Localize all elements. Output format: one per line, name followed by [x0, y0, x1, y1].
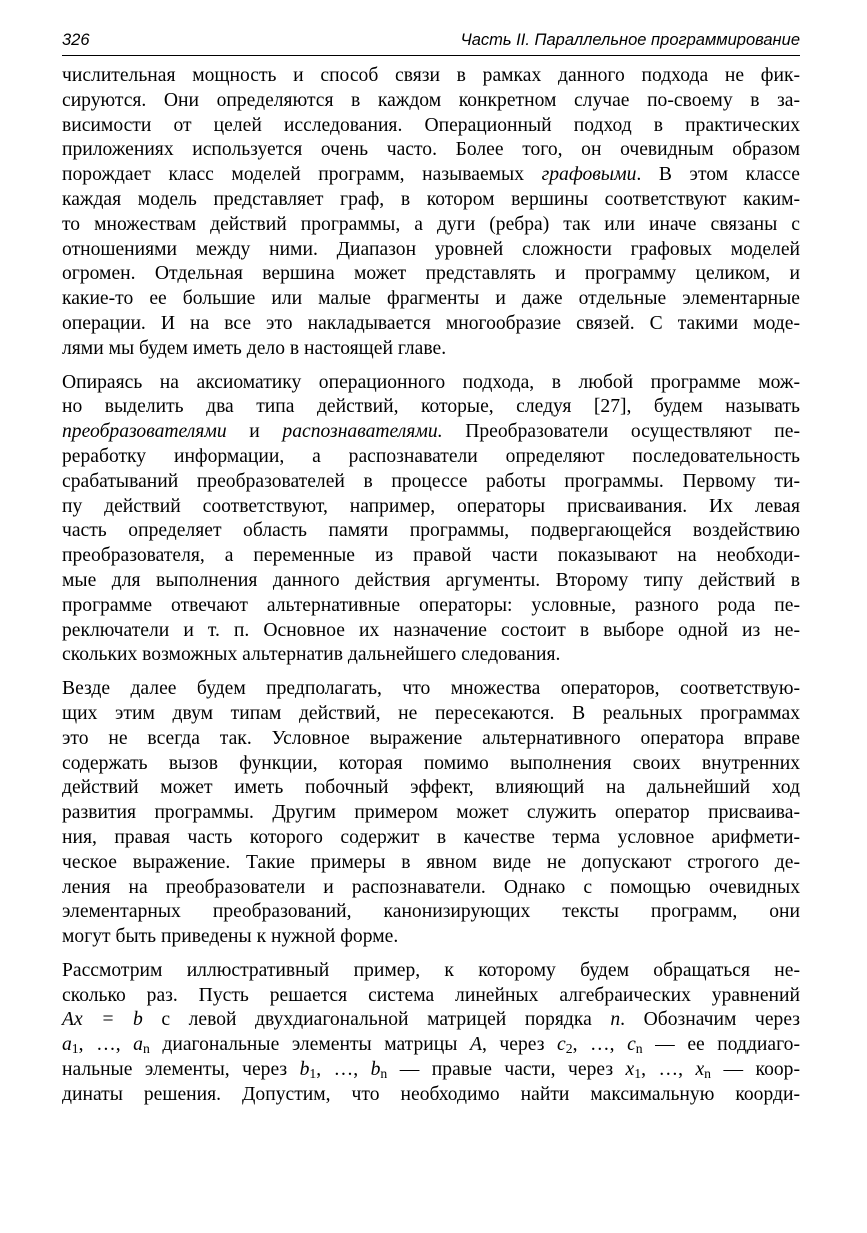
math-sub: n: [142, 1041, 150, 1057]
text-line: [62, 1008, 800, 1033]
text-line: каждая модель представляет граф, в котором вершины соответствуют каким-: [62, 188, 800, 210]
text-run: , …,: [78, 1034, 134, 1056]
text-line: программе отвечают альтернативные операторы: условные, разного рода пе-: [62, 594, 800, 616]
math-sub: 1: [71, 1041, 79, 1057]
math-var-b: b: [299, 1059, 310, 1081]
text-run: порождает класс моделей программ, называемых: [62, 164, 525, 186]
text-line: сколько раз. Пусть решается система линейных алгебраических уравнений: [62, 984, 800, 1006]
text-line: числительная мощность и способ связи в рамках данного подхода не фик-: [62, 65, 800, 86]
text-line: мые для выполнения данного действия аргументы. Второму типу действий в: [62, 569, 800, 591]
text-line: но выделить два типа действий, которые, следуя [27], будем называть: [62, 396, 800, 418]
math-var-b: b: [370, 1059, 381, 1081]
text-run: . Обозначим через: [620, 1009, 800, 1031]
text-line: Опираясь на аксиоматику операционного подхода, в любой программе мож-: [62, 371, 800, 393]
page-body: [62, 64, 800, 1117]
term-emphasis: графовыми: [541, 164, 637, 186]
text-line: преобразователя, а переменные из правой части показывают на необходи-: [62, 545, 800, 567]
text-line: ния, правая часть которого содержит в качестве терма условное арифмети-: [62, 826, 800, 848]
text-line: пу действий соответствуют, например, операторы присваивания. Их левая: [62, 495, 800, 517]
text-line: [62, 1033, 800, 1058]
text-run: — коор-: [711, 1059, 800, 1081]
math-var-A: A: [469, 1034, 482, 1056]
math-sub: n: [704, 1066, 712, 1082]
text-line: ления на преобразователи и распознаватели. Однако с помощью очевидных: [62, 876, 800, 898]
math-var-c: c: [557, 1034, 566, 1056]
text-line: сируются. Они определяются в каждом конкретном случае по-своему в за-: [62, 89, 800, 111]
term-emphasis: преобразователями: [62, 421, 227, 443]
text-line: отношениями между ними. Диапазон уровней сложности графовых моделей: [62, 238, 800, 260]
paragraph-3: [62, 677, 800, 950]
text-run: Преобразователи осуществляют пе-: [442, 421, 800, 443]
math-sub: 2: [565, 1041, 573, 1057]
text-line: реработку информации, а распознаватели определяют последовательность: [62, 445, 800, 467]
text-line: то множествам действий программы, а дуги (ребра) так или иначе связаны с: [62, 213, 800, 235]
math-var-a: a: [62, 1034, 72, 1056]
running-title: Часть II. Параллельное программирование: [460, 31, 800, 49]
text-line: срабатываний преобразователей в процессе работы программы. Первому ти-: [62, 470, 800, 492]
math-equation: Ax = b: [62, 1009, 143, 1031]
text-line: [62, 420, 800, 445]
math-var-a: a: [133, 1034, 143, 1056]
text-line: лями мы будем иметь дело в настоящей главе.: [62, 337, 447, 359]
text-line: элементарных преобразований, канонизирующих тексты программ, они: [62, 901, 800, 923]
text-line: реключатели и т. п. Основное их назначение состоит в выборе одной из не-: [62, 619, 800, 641]
text-line: развития программы. Другим примером может служить оператор присваива-: [62, 802, 800, 824]
text-line: Везде далее будем предполагать, что множества операторов, соответствую-: [62, 678, 800, 700]
math-var-n: n: [610, 1009, 621, 1031]
text-run: нальные элементы, через: [62, 1059, 300, 1081]
text-run: и: [226, 421, 283, 443]
text-line: операции. И на все это накладывается многообразие связей. С такими моде-: [62, 312, 800, 334]
paragraph-4: [62, 959, 800, 1108]
text-run: . В этом классе: [636, 164, 800, 186]
math-var-c: c: [627, 1034, 636, 1056]
math-sub: 1: [309, 1066, 317, 1082]
text-line: Рассмотрим иллюстративный пример, к которому будем обращаться не-: [62, 959, 800, 981]
math-var-x: x: [695, 1059, 705, 1081]
text-line: содержать вызов функции, которая помимо выполнения своих внутренних: [62, 752, 800, 774]
text-line: скольких возможных альтернатив дальнейшего следования.: [62, 644, 561, 666]
text-line: часть определяет область памяти программы, подвергающейся воздействию: [62, 520, 800, 542]
text-line: щих этим двум типам действий, не пересекаются. В реальных программах: [62, 702, 800, 724]
text-line: [62, 1058, 800, 1083]
math-var-x: x: [625, 1059, 635, 1081]
text-line: какие-то ее большие или малые фрагменты и даже отдельные элементарные: [62, 288, 800, 310]
math-sub: 1: [634, 1066, 642, 1082]
text-line: действий может иметь побочный эффект, влияющий на дальнейший ход: [62, 777, 800, 799]
math-sub: n: [380, 1066, 388, 1082]
text-run: , …,: [572, 1034, 628, 1056]
text-run: диагональные элементы матрицы: [149, 1034, 470, 1056]
text-run: , через: [481, 1034, 557, 1056]
running-header: [62, 29, 800, 56]
text-run: — ее поддиаго-: [642, 1034, 800, 1056]
text-line: приложениях используется очень часто. Более того, он очевидным образом: [62, 139, 800, 161]
text-run: , …,: [641, 1059, 696, 1081]
text-line: огромен. Отдельная вершина может представлять и программу целиком, и: [62, 263, 800, 285]
text-line: [62, 163, 800, 188]
term-emphasis: распознавателями.: [282, 421, 443, 443]
text-line: ческое выражение. Такие примеры в явном виде не допускают строгого де-: [62, 851, 800, 873]
page-number: 326: [62, 31, 90, 49]
text-run: с левой двухдиагональной матрицей порядка: [142, 1009, 611, 1031]
text-line: висимости от целей исследования. Операционный подход в практических: [62, 114, 800, 136]
text-run: — правые части, через: [387, 1059, 626, 1081]
text-line: это не всегда так. Условное выражение альтернативного оператора вправе: [62, 727, 800, 749]
math-sub: n: [635, 1041, 643, 1057]
paragraph-1: [62, 64, 800, 362]
text-line: динаты решения. Допустим, что необходимо найти максимальную коорди-: [62, 1083, 800, 1105]
text-line: могут быть приведены к нужной форме.: [62, 926, 399, 948]
paragraph-2: [62, 371, 800, 669]
text-run: , …,: [316, 1059, 371, 1081]
